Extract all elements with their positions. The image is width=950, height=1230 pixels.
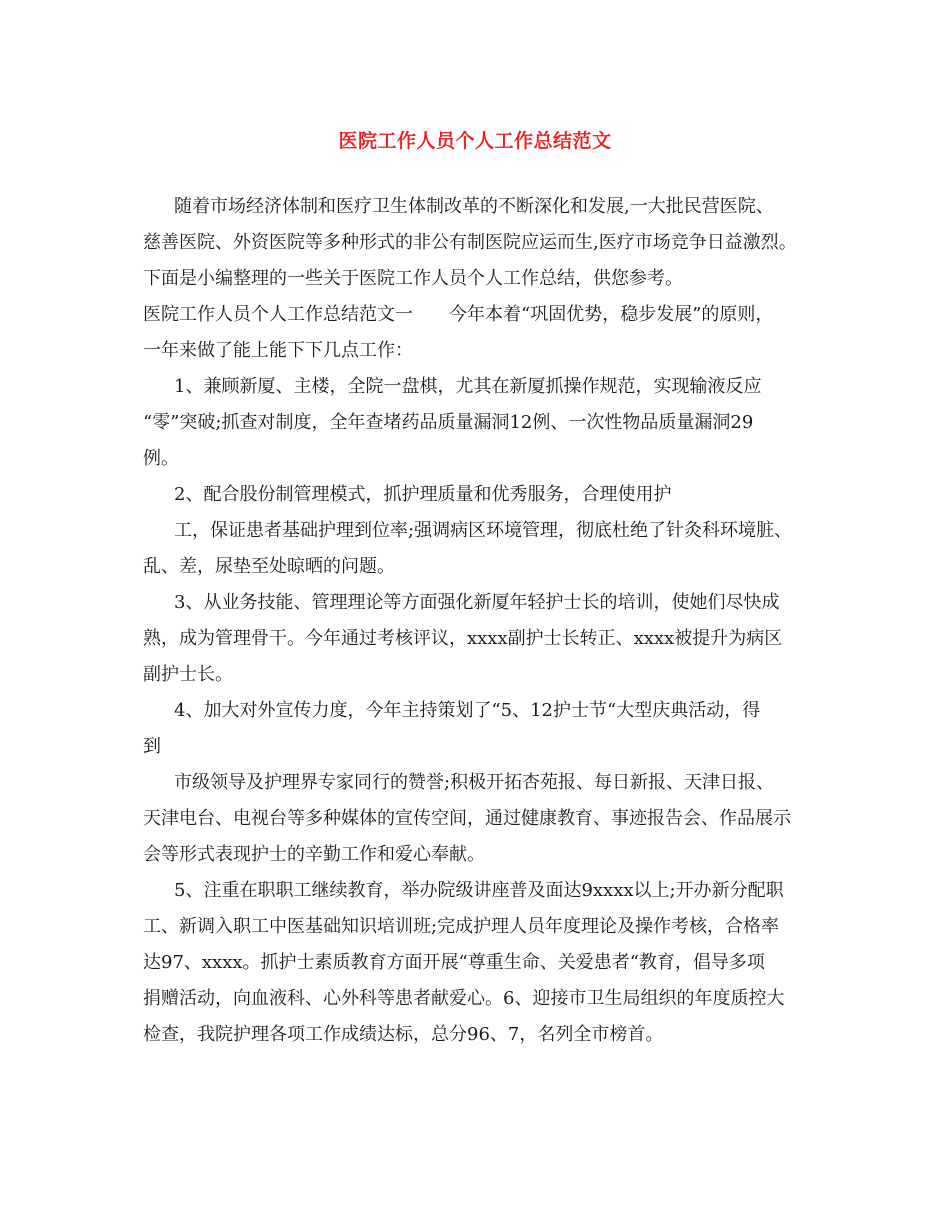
paragraph-line: 随着市场经济体制和医疗卫生体制改革的不断深化和发展,一大批民营医院、 bbox=[174, 196, 774, 217]
paragraph-line: 2、配合股份制管理模式，抓护理质量和优秀服务，合理使用护 bbox=[174, 484, 672, 505]
paragraph-line: “零”突破;抓查对制度，全年查堵药品质量漏洞12例、一次性物品质量漏洞29 bbox=[143, 412, 754, 433]
paragraph-line: 一年来做了能上能下下几点工作： bbox=[143, 340, 413, 361]
paragraph-line: 3、从业务技能、管理理论等方面强化新厦年轻护士长的培训，使她们尽快成 bbox=[174, 592, 780, 613]
paragraph-line: 捐赠活动，向血液科、心外科等患者献爱心。6、迎接市卫生局组织的年度质控大 bbox=[143, 988, 785, 1009]
paragraph-line: 乱、差，尿垫至处晾晒的问题。 bbox=[143, 556, 395, 577]
paragraph-line: 5、注重在职职工继续教育，举办院级讲座普及面达9xxxx以上;开办新分配职 bbox=[174, 880, 784, 901]
paragraph-line: 达97、xxxx。抓护士素质教育方面开展“尊重生命、关爱患者“教育，倡导多项 bbox=[143, 952, 765, 973]
paragraph-line: 天津电台、电视台等多种媒体的宣传空间，通过健康教育、事迹报告会、作品展示 bbox=[143, 808, 791, 829]
paragraph-line: 检查，我院护理各项工作成绩达标，总分96、7，名列全市榜首。 bbox=[143, 1024, 664, 1045]
paragraph-line: 慈善医院、外资医院等多种形式的非公有制医院应运而生,医疗市场竞争日益激烈。 bbox=[143, 232, 797, 253]
paragraph-line: 下面是小编整理的一些关于医院工作人员个人工作总结，供您参考。 bbox=[143, 268, 683, 289]
document-title: 医院工作人员个人工作总结范文 bbox=[338, 130, 612, 152]
paragraph-line: 熟，成为管理骨干。今年通过考核评议，xxxx副护士长转正、xxxx被提升为病区 bbox=[143, 628, 783, 649]
paragraph-line: 医院工作人员个人工作总结范文一 今年本着“巩固优势，稳步发展”的原则， bbox=[143, 304, 774, 325]
paragraph-line: 会等形式表现护士的辛勤工作和爱心奉献。 bbox=[143, 844, 485, 865]
paragraph-line: 工，保证患者基础护理到位率;强调病区环境管理，彻底杜绝了针灸科环境脏、 bbox=[174, 520, 793, 541]
paragraph-line: 1、兼顾新厦、主楼，全院一盘棋，尤其在新厦抓操作规范，实现输液反应 bbox=[174, 376, 762, 397]
paragraph-line: 工、新调入职工中医基础知识培训班;完成护理人员年度理论及操作考核，合格率 bbox=[143, 916, 780, 937]
paragraph-line: 市级领导及护理界专家同行的赞誉;积极开拓杏苑报、每日新报、天津日报、 bbox=[174, 772, 775, 793]
paragraph-line: 4、加大对外宣传力度，今年主持策划了“5、12护士节“大型庆典活动，得 bbox=[174, 700, 761, 721]
paragraph-line: 例。 bbox=[143, 448, 179, 469]
paragraph-line: 到 bbox=[143, 736, 161, 757]
paragraph-line: 副护士长。 bbox=[143, 664, 233, 685]
